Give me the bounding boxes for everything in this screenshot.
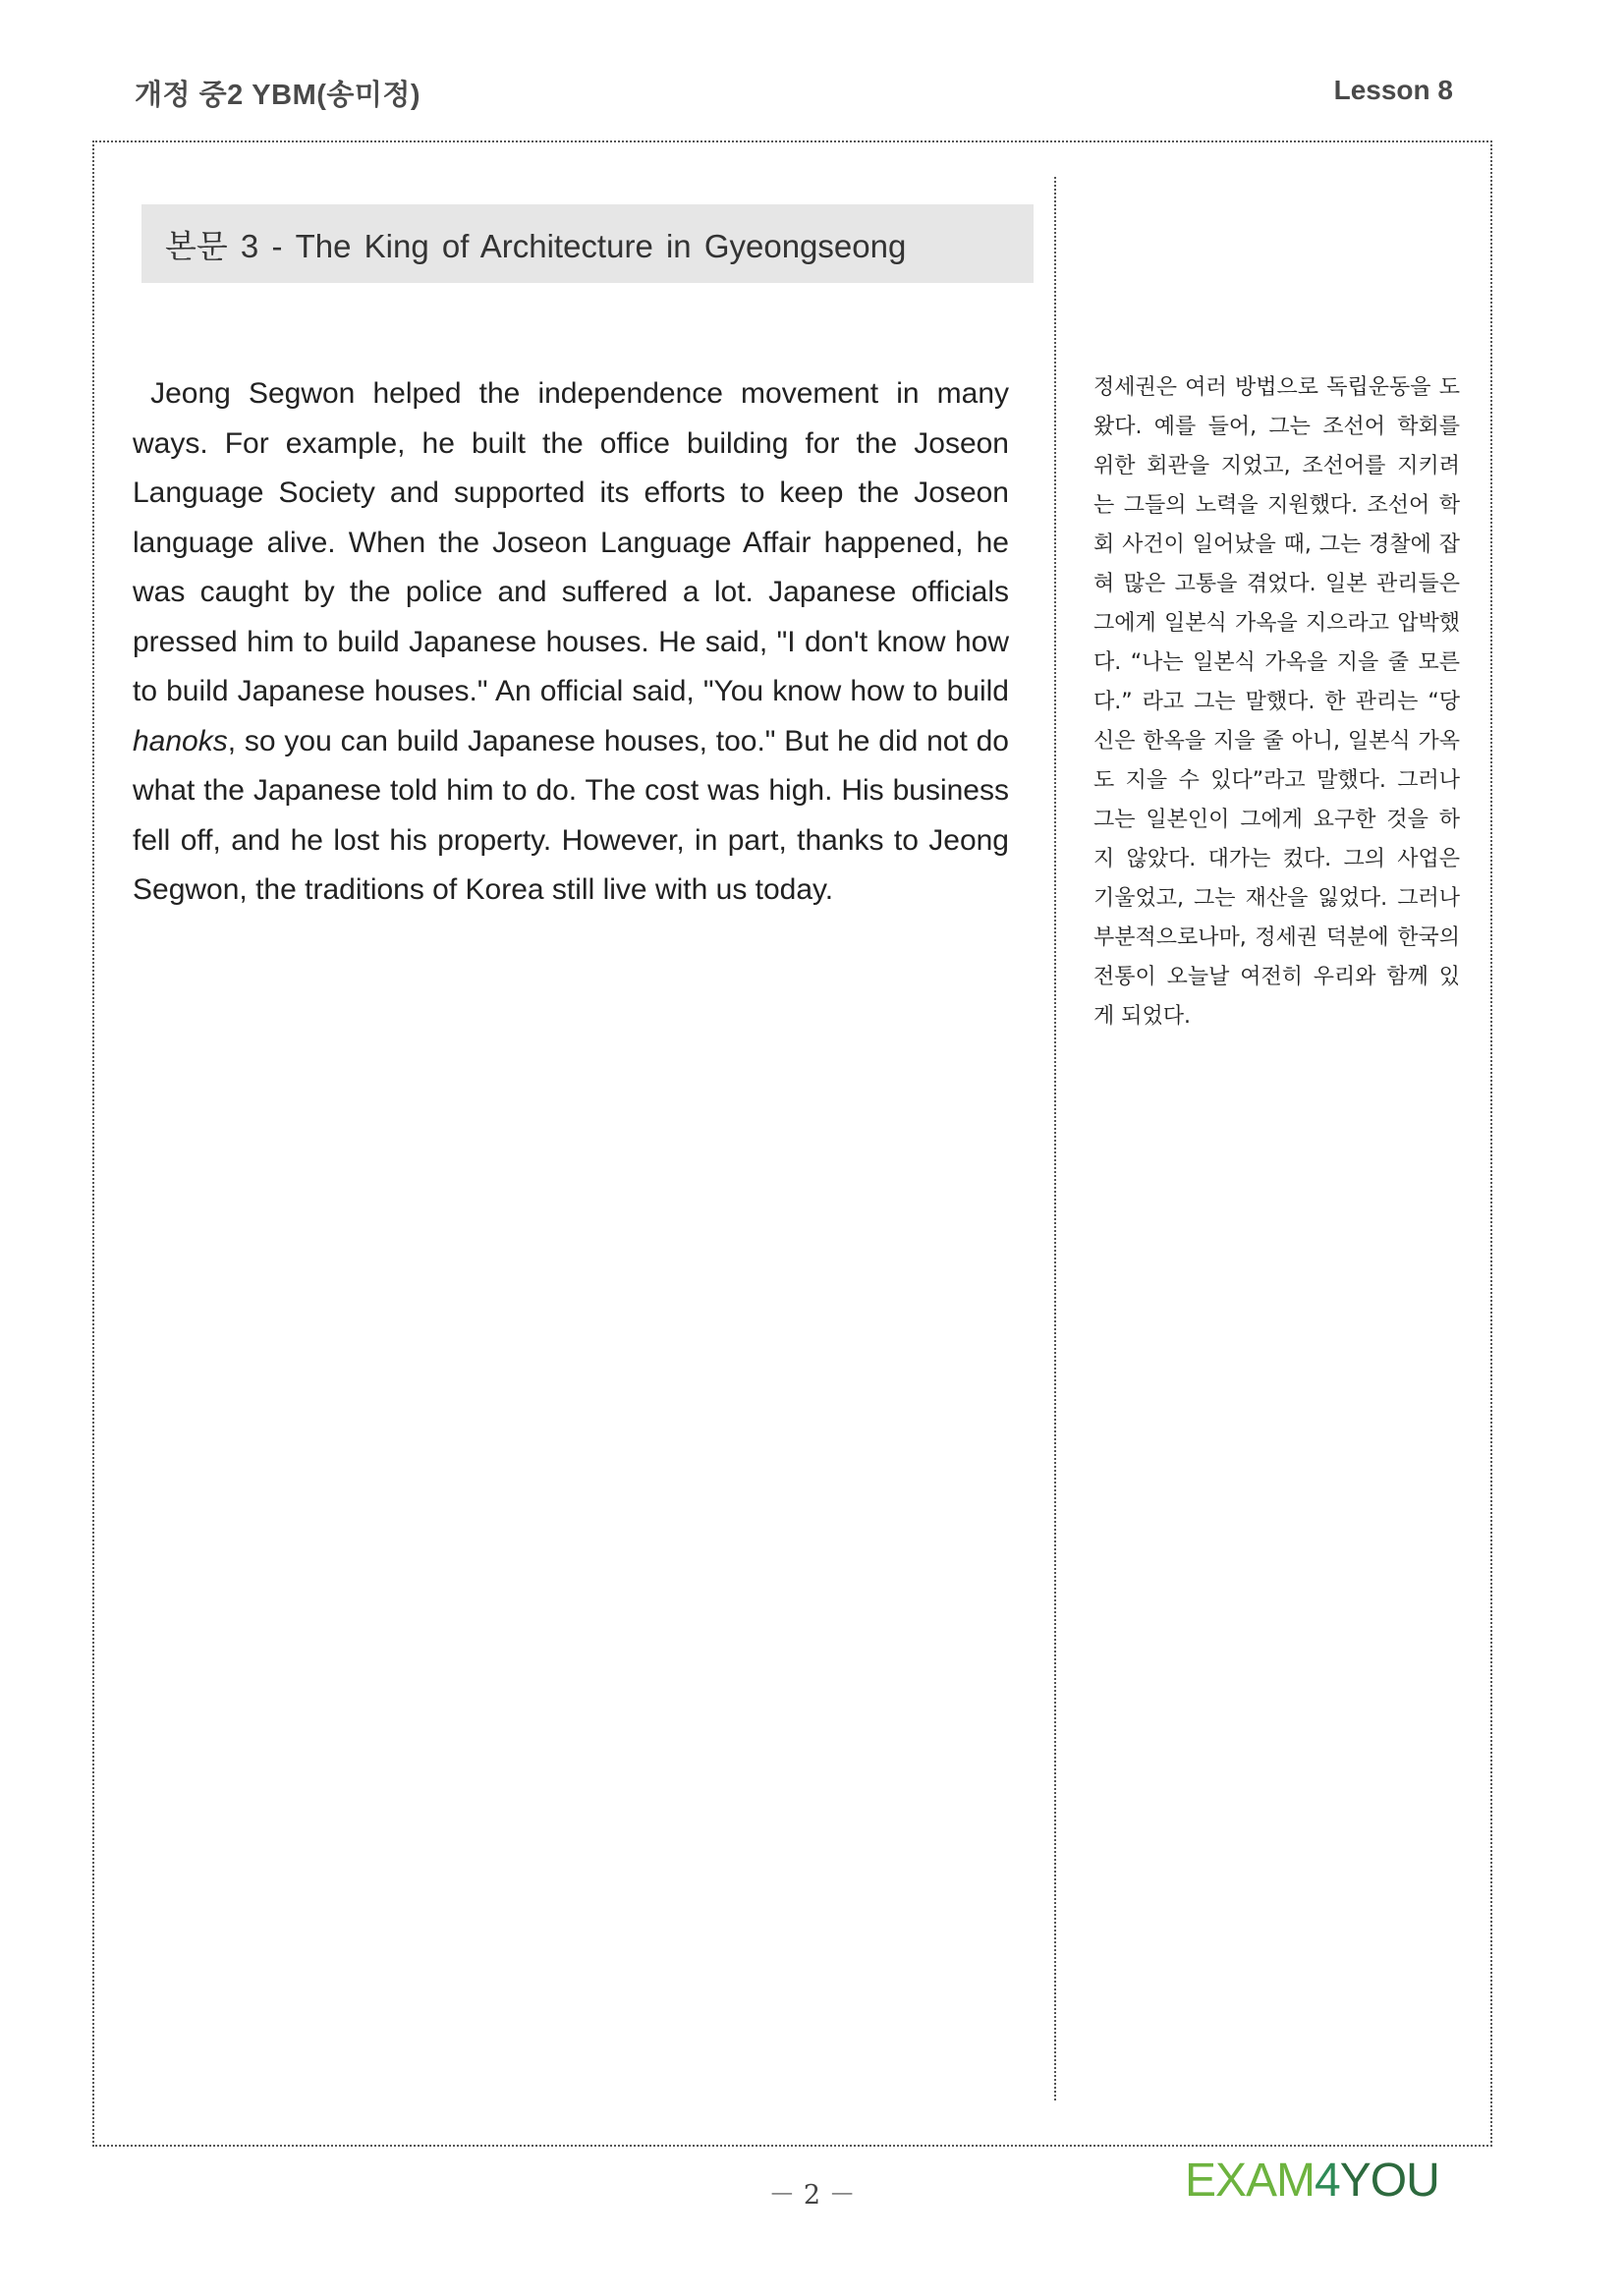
header-lesson-label: Lesson 8 xyxy=(1333,75,1453,105)
english-passage-italic-word: hanoks xyxy=(133,724,228,757)
logo-text-you: YOU xyxy=(1339,2155,1439,2207)
section-title-box xyxy=(141,204,1034,283)
english-passage-part2: , so you can build Japanese houses, too." But he did not do what the Japanese told him to do. The cost was high. His business fell off, and he lost his property. However, in part, thanks to Jeong Segwon, the traditions of Korea still live with us today. xyxy=(133,724,1018,906)
logo-text-exam: EXAM xyxy=(1185,2155,1316,2207)
page-number: － 2 － xyxy=(768,2180,856,2211)
header-course-title: 개정 중2 YBM(송미정) xyxy=(135,80,421,111)
logo-text-4: 4 xyxy=(1315,2155,1340,2207)
english-passage xyxy=(133,369,1018,916)
english-passage-part1: Jeong Segwon helped the independence movement in many ways. For example, he built the office building for the Joseon Language Society and supported its efforts to keep the Joseon language alive. When the Joseon Language Affair happened, he was caught by the police and suffered a lot. Japanese officials pressed him to build Japanese houses. He said, "I don't know how to build Japanese houses." An official said, "You know how to build xyxy=(133,377,1018,707)
section-title: 본문 3 - The King of Architecture in Gyeongseong xyxy=(165,227,907,264)
exam4you-logo xyxy=(1185,2157,1439,2205)
korean-translation: 정세권은 여러 방법으로 독립운동을 도왔다. 예를 들어, 그는 조선어 학회를 위한 회관을 지었고, 조선어를 지키려는 그들의 노력을 지원했다. 조선어 학회 사건이 일어났을 때, 그는 경찰에 잡혀 많은 고통을 겪었다. 일본 관리들은 그에게 일본식 가옥을 지으라고 압박했다. “나는 일본식 가옥을 지을 줄 모른다.” 라고 그는 말했다. 한 관리는 “당신은 한옥을 지을 줄 아니, 일본식 가옥도 지을 수 있다”라고 말했다. 그러나 그는 일본인이 그에게 요구한 것을 하지 않았다. 대가는 컸다. 그의 사업은 기울었고, 그는 재산을 잃었다. 그러나 부분적으로나마, 정세권 덕분에 한국의 전통이 오늘날 여전히 우리와 함께 있게 되었다. xyxy=(1093,375,1460,1029)
column-divider xyxy=(1054,177,1056,2100)
